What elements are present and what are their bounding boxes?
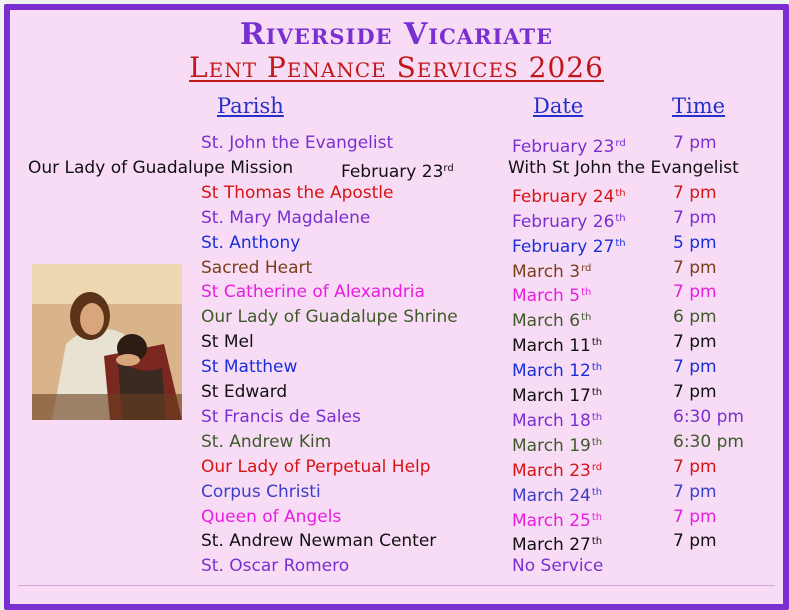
date-suffix: th xyxy=(591,511,603,523)
date-month: March xyxy=(512,435,564,456)
date-day: 11 xyxy=(569,336,591,357)
parish-name: St. Oscar Romero xyxy=(201,556,350,577)
parish-name: St. John the Evangelist xyxy=(201,133,394,153)
service-time: 7 pm xyxy=(673,257,717,278)
service-time: 6:30 pm xyxy=(673,406,744,427)
date-suffix: th xyxy=(591,436,603,448)
parish-name: Sacred Heart xyxy=(201,257,313,278)
parish-name: St Edward xyxy=(201,382,288,402)
parish-name: Our Lady of Perpetual Help xyxy=(201,456,431,477)
parish-header: Parish xyxy=(217,94,284,118)
date-suffix: th xyxy=(591,387,603,398)
date-header: Date xyxy=(533,94,584,118)
service-row xyxy=(10,529,783,554)
date-suffix: th xyxy=(581,287,592,299)
date-suffix: th xyxy=(591,337,603,349)
date-day: 24 xyxy=(592,186,615,207)
service-time: 6 pm xyxy=(673,307,717,328)
date-suffix: th xyxy=(581,312,592,324)
date-month: March xyxy=(512,485,564,506)
service-date xyxy=(341,156,454,185)
service-time: 7 pm xyxy=(673,481,717,502)
date-suffix: th xyxy=(591,362,603,374)
service-row xyxy=(10,430,783,455)
parish-name: Our Lady of Guadalupe Shrine xyxy=(201,307,458,328)
date-suffix: th xyxy=(615,187,626,199)
date-month: March xyxy=(512,336,564,357)
service-date xyxy=(512,554,603,579)
date-day: 3 xyxy=(569,261,581,282)
service-row xyxy=(10,480,783,505)
parish-name: Corpus Christi xyxy=(201,481,321,502)
date-suffix: rd xyxy=(581,262,592,274)
parish-name: St. Anthony xyxy=(201,232,301,253)
service-note: With St John the Evangelist xyxy=(508,157,739,178)
service-time: 7 pm xyxy=(673,506,717,527)
date-month: March xyxy=(512,311,564,332)
date-month: February xyxy=(512,236,588,257)
date-month: March xyxy=(512,510,564,531)
date-text: No Service xyxy=(512,556,604,577)
date-suffix: rd xyxy=(443,162,454,174)
parish-name: St Catherine of Alexandria xyxy=(201,282,425,303)
date-day: 26 xyxy=(592,211,615,232)
date-day: 27 xyxy=(569,535,591,556)
parish-name: St Thomas the Apostle xyxy=(201,182,394,203)
date-suffix: th xyxy=(615,212,626,224)
service-time: 7 pm xyxy=(673,133,717,153)
date-day: 23 xyxy=(421,161,444,182)
service-time: 7 pm xyxy=(673,282,717,303)
date-month: February xyxy=(512,186,588,207)
service-time: 6:30 pm xyxy=(673,431,744,452)
date-suffix: th xyxy=(615,237,626,249)
vicariate-title: Riverside Vicariate xyxy=(239,17,554,52)
service-time: 7 pm xyxy=(673,456,717,477)
date-day: 23 xyxy=(569,460,591,481)
service-time: 7 pm xyxy=(673,207,717,228)
date-day: 24 xyxy=(569,485,591,506)
service-row xyxy=(10,231,783,256)
date-suffix: th xyxy=(591,411,603,423)
service-row xyxy=(10,455,783,480)
date-day: 17 xyxy=(569,386,591,406)
parish-name: St Matthew xyxy=(201,357,298,378)
bottom-divider xyxy=(18,585,775,586)
services-title: Lent Penance Services 2026 xyxy=(189,51,604,84)
jesus-embracing-penitent-image xyxy=(32,264,182,420)
date-day: 12 xyxy=(569,361,591,382)
parish-name: St Francis de Sales xyxy=(201,406,361,427)
date-day: 6 xyxy=(569,311,581,332)
date-month: March xyxy=(512,386,564,406)
date-month: February xyxy=(341,161,417,182)
date-month: March xyxy=(512,535,564,556)
date-suffix: rd xyxy=(615,138,626,149)
date-suffix: rd xyxy=(591,461,603,473)
flyer-card xyxy=(4,4,789,610)
date-suffix: th xyxy=(591,536,603,548)
service-time: 5 pm xyxy=(673,232,717,253)
service-row xyxy=(10,131,783,156)
date-day: 18 xyxy=(569,410,591,431)
date-day: 25 xyxy=(569,510,591,531)
date-day: 19 xyxy=(569,435,591,456)
parish-name: Our Lady of Guadalupe Mission xyxy=(28,157,294,178)
parish-name: St Mel xyxy=(201,332,254,353)
date-month: March xyxy=(512,410,564,431)
service-time: 7 pm xyxy=(673,182,717,203)
parish-name: St. Andrew Kim xyxy=(201,431,332,452)
service-time: 7 pm xyxy=(673,357,717,378)
date-month: March xyxy=(512,361,564,382)
parish-name: St. Mary Magdalene xyxy=(201,207,371,228)
special-service-row xyxy=(10,156,783,181)
service-row xyxy=(10,505,783,530)
date-day: 27 xyxy=(592,236,615,257)
service-time: 7 pm xyxy=(673,531,717,552)
date-month: March xyxy=(512,460,564,481)
parish-name: St. Andrew Newman Center xyxy=(201,531,437,552)
service-row xyxy=(10,554,783,579)
date-month: March xyxy=(512,286,564,307)
service-row xyxy=(10,206,783,231)
service-time: 7 pm xyxy=(673,332,717,353)
date-month: February xyxy=(512,211,588,232)
date-day: 23 xyxy=(592,137,615,157)
date-day: 5 xyxy=(569,286,581,307)
time-header: Time xyxy=(672,94,726,118)
date-month: February xyxy=(512,137,588,157)
service-time: 7 pm xyxy=(673,382,717,402)
date-suffix: th xyxy=(591,486,603,498)
date-month: March xyxy=(512,261,564,282)
parish-name: Queen of Angels xyxy=(201,506,342,527)
